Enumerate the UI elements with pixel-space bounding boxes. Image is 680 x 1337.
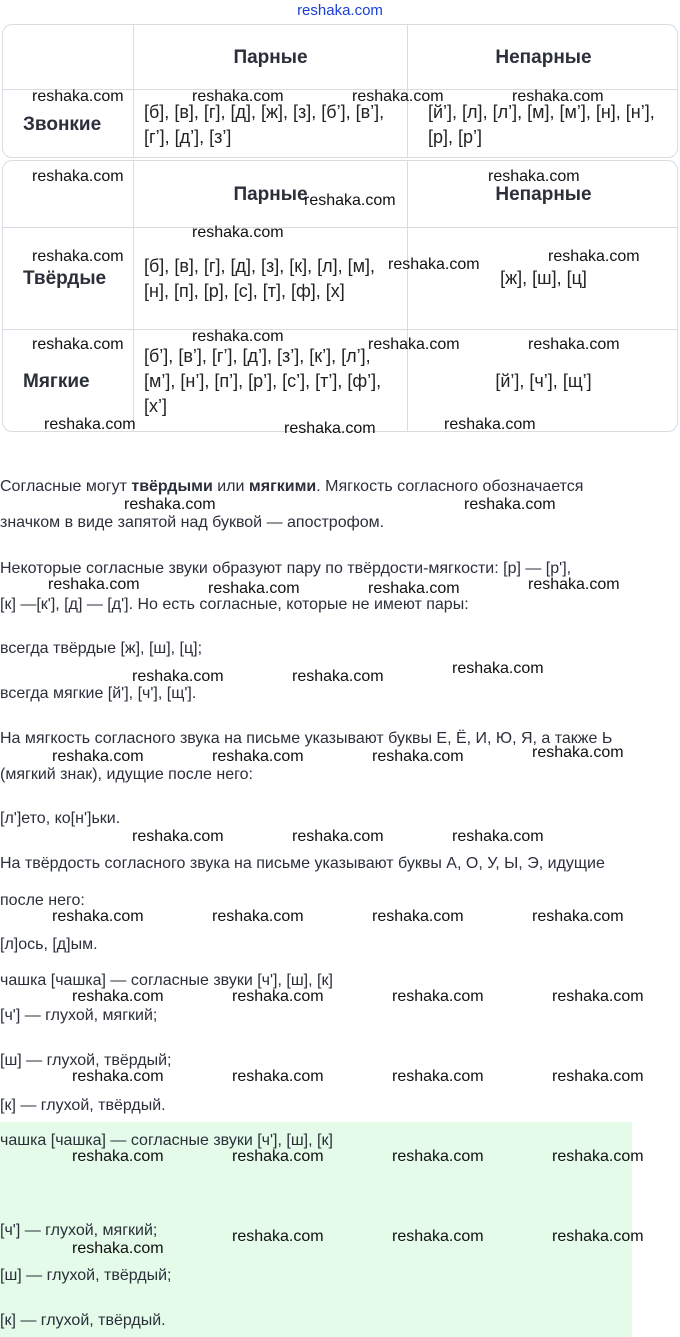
text-fragment: или xyxy=(212,478,249,495)
watermark-text: reshaka.com xyxy=(72,1068,164,1085)
watermark-text: reshaka.com xyxy=(52,748,144,765)
cell-voiced-unpaired: [й’], [л], [л’], [м], [м’], [н], [н’], [р], [р’] xyxy=(407,90,678,158)
answer-line: [ш] — глухой, твёрдый; xyxy=(0,1267,172,1284)
row-label-soft: Мягкие xyxy=(23,370,90,392)
watermark-text: reshaka.com xyxy=(192,224,284,241)
example-soft-words: [л']ето, ко[н']ьки. xyxy=(0,810,121,827)
watermark-text: reshaka.com xyxy=(292,668,384,685)
watermark-text: reshaka.com xyxy=(192,328,284,345)
watermark-text: reshaka.com xyxy=(72,988,164,1005)
watermark-text: reshaka.com xyxy=(192,88,284,105)
table-row xyxy=(3,227,677,329)
answer-line: [к] — глухой, твёрдый. xyxy=(0,1312,166,1329)
watermark-text: reshaka.com xyxy=(232,988,324,1005)
watermark-text: reshaka.com xyxy=(212,908,304,925)
watermark-text: reshaka.com xyxy=(304,192,396,209)
watermark-text: reshaka.com xyxy=(392,1068,484,1085)
watermark-text: reshaka.com xyxy=(452,660,544,677)
paragraph-hardness-letters: На твёрдость согласного звука на письме указывают буквы А, О, У, Ы, Э, идущие xyxy=(0,855,605,872)
answer-line: [ч'] — глухой, мягкий; xyxy=(0,1222,158,1239)
watermark-text: reshaka.com xyxy=(388,256,480,273)
watermark-text: reshaka.com xyxy=(392,1228,484,1245)
watermark-text: reshaka.com xyxy=(284,420,376,437)
analysis-line: [ч'] — глухой, мягкий; xyxy=(0,1007,158,1024)
header-paired: Парные xyxy=(133,25,407,89)
watermark-text: reshaka.com xyxy=(72,1148,164,1165)
row-label-voiced: Звонкие xyxy=(23,113,102,135)
watermark-text: reshaka.com xyxy=(132,828,224,845)
watermark-text: reshaka.com xyxy=(52,908,144,925)
watermark-text: reshaka.com xyxy=(124,496,216,513)
paragraph-line: значком в виде запятой над буквой — апострофом. xyxy=(0,514,385,531)
watermark-text: reshaka.com xyxy=(232,1068,324,1085)
text-fragment: Согласные могут xyxy=(0,478,132,495)
paragraph-softness-letters: На мягкость согласного звука на письме указывают буквы Е, Ё, И, Ю, Я, а также Ь xyxy=(0,730,613,747)
watermark-text: reshaka.com xyxy=(352,88,444,105)
watermark-text: reshaka.com xyxy=(548,248,640,265)
watermark-text: reshaka.com xyxy=(464,496,556,513)
watermark-text: reshaka.com xyxy=(72,1240,164,1257)
cell-hard-paired: [б], [в], [г], [д], [з], [к], [л], [м], [н], [п], [р], [с], [т], [ф], [х] xyxy=(133,228,407,329)
always-soft-line: всегда мягкие [й'], [ч'], [щ']. xyxy=(0,685,197,702)
header-unpaired: Непарные xyxy=(407,161,678,227)
cell-voiced-paired: [б], [в], [г], [д], [ж], [з], [б’], [в’], [г’], [д’], [з’] xyxy=(133,90,407,158)
cell-hard-unpaired: [ж], [ш], [ц] xyxy=(407,228,678,329)
watermark-text: reshaka.com xyxy=(452,828,544,845)
site-link[interactable]: reshaka.com xyxy=(297,2,383,19)
watermark-text: reshaka.com xyxy=(552,1148,644,1165)
analysis-line: [ш] — глухой, твёрдый; xyxy=(0,1052,172,1069)
watermark-text: reshaka.com xyxy=(32,248,124,265)
row-label-hard: Твёрдые xyxy=(23,267,107,289)
watermark-text: reshaka.com xyxy=(488,168,580,185)
header-empty-cell xyxy=(3,25,133,89)
paragraph-line: (мягкий знак), идущие после него: xyxy=(0,766,253,783)
watermark-text: reshaka.com xyxy=(292,828,384,845)
watermark-text: reshaka.com xyxy=(552,988,644,1005)
paragraph-pairs: Некоторые согласные звуки образуют пару по твёрдости-мягкости: [р] — [р'], xyxy=(0,560,572,577)
watermark-text: reshaka.com xyxy=(552,1068,644,1085)
watermark-text: reshaka.com xyxy=(532,744,624,761)
watermark-text: reshaka.com xyxy=(372,748,464,765)
watermark-text: reshaka.com xyxy=(392,1148,484,1165)
watermark-text: reshaka.com xyxy=(512,88,604,105)
analysis-line: [к] — глухой, твёрдый. xyxy=(0,1097,166,1114)
paragraph-line: после него: xyxy=(0,892,85,909)
watermark-text: reshaka.com xyxy=(132,668,224,685)
watermark-text: reshaka.com xyxy=(532,908,624,925)
paragraph-line: [к] —[к'], [д] — [д']. Но есть согласные, которые не имеют пары: xyxy=(0,596,469,613)
term-hard: твёрдыми xyxy=(131,478,213,495)
term-soft: мягкими xyxy=(248,478,317,495)
analysis-title: чашка [чашка] — согласные звуки [ч'], [ш], [к] xyxy=(0,972,333,989)
always-hard-line: всегда твёрдые [ж], [ш], [ц]; xyxy=(0,640,203,657)
table-header-row xyxy=(3,25,677,89)
watermark-text: reshaka.com xyxy=(32,336,124,353)
example-hard-words: [л]ось, [д]ым. xyxy=(0,936,98,953)
watermark-text: reshaka.com xyxy=(368,580,460,597)
watermark-text: reshaka.com xyxy=(552,1228,644,1245)
watermark-text: reshaka.com xyxy=(528,336,620,353)
header-paired: Парные xyxy=(133,161,407,227)
paragraph-hard-soft xyxy=(0,478,583,496)
cell-soft-paired: [б’], [в’], [г’], [д’], [з’], [к’], [л’], [м’], [н’], [п’], [р’], [с’], [т’], [ф’], [х’] xyxy=(133,330,407,432)
watermark-text: reshaka.com xyxy=(32,168,124,185)
watermark-text: reshaka.com xyxy=(232,1228,324,1245)
watermark-text: reshaka.com xyxy=(368,336,460,353)
watermark-text: reshaka.com xyxy=(528,576,620,593)
header-unpaired: Непарные xyxy=(407,25,678,89)
watermark-text: reshaka.com xyxy=(444,416,536,433)
watermark-text: reshaka.com xyxy=(44,416,136,433)
watermark-text: reshaka.com xyxy=(372,908,464,925)
watermark-text: reshaka.com xyxy=(232,1148,324,1165)
watermark-text: reshaka.com xyxy=(48,576,140,593)
watermark-text: reshaka.com xyxy=(32,88,124,105)
text-fragment: . Мягкость согласного обозначается xyxy=(316,478,584,495)
watermark-text: reshaka.com xyxy=(392,988,484,1005)
watermark-text: reshaka.com xyxy=(208,580,300,597)
cell-soft-unpaired: [й’], [ч’], [щ’] xyxy=(407,330,678,432)
watermark-text: reshaka.com xyxy=(212,748,304,765)
answer-title: чашка [чашка] — согласные звуки [ч'], [ш], [к] xyxy=(0,1132,333,1149)
